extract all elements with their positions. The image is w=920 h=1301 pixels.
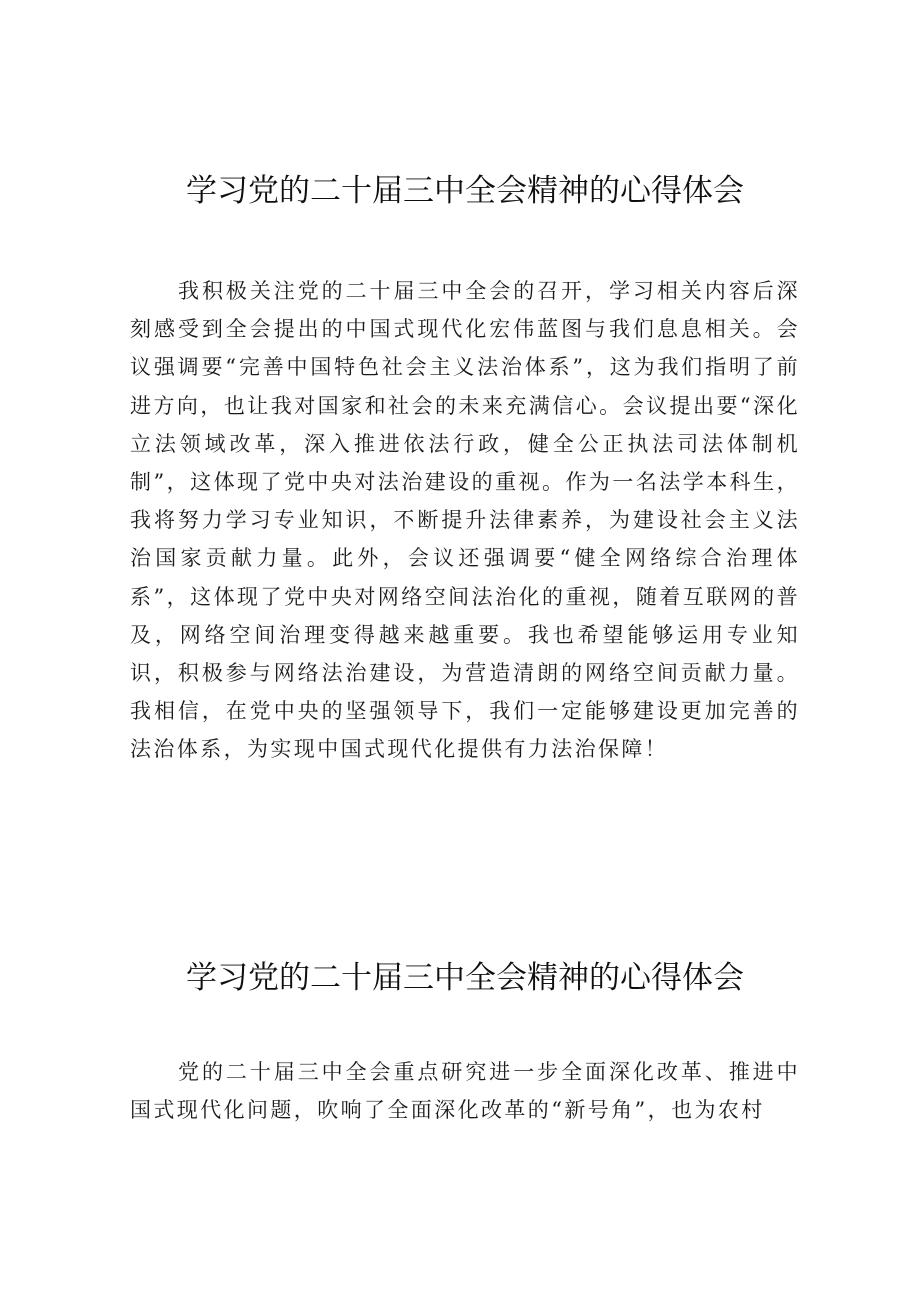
essay-title-1: 学习党的二十届三中全会精神的心得体会 (186, 173, 744, 209)
essay-paragraph-1: 我积极关注党的二十届三中全会的召开，学习相关内容后深刻感受到全会提出的中国式现代化宏伟蓝图与我们息息相关。会议强调要“完善中国特色社会主义法治体系”，这为我们指明了前进方向，也让我对国家和社会的未来充满信心。会议提出要“深化立法领域改革，深入推进依法行政，健全公正执法司法体制机制”，这体现了党中央对法治建设的重视。作为一名法学本科生，我将努力学习专业知识，不断提升法律素养，为建设社会主义法治国家贡献力量。此外，会议还强调要“健全网络综合治理体系”，这体现了党中央对网络空间法治化的重视，随着互联网的普及，网络空间治理变得越来越重要。我也希望能够运用专业知识，积极参与网络法治建设，为营造清朗的网络空间贡献力量。我相信，在党中央的坚强领导下，我们一定能够建设更加完善的法治体系，为实现中国式现代化提供有力法治保障！ (130, 279, 800, 762)
essay-title-2: 学习党的二十届三中全会精神的心得体会 (186, 960, 744, 996)
essay-paragraph-2: 党的二十届三中全会重点研究进一步全面深化改革、推进中国式现代化问题，吹响了全面深化改革的“新号角”，也为农村 (130, 1060, 800, 1123)
essay-section-2 (130, 955, 800, 1129)
essay-section-1 (130, 168, 800, 769)
